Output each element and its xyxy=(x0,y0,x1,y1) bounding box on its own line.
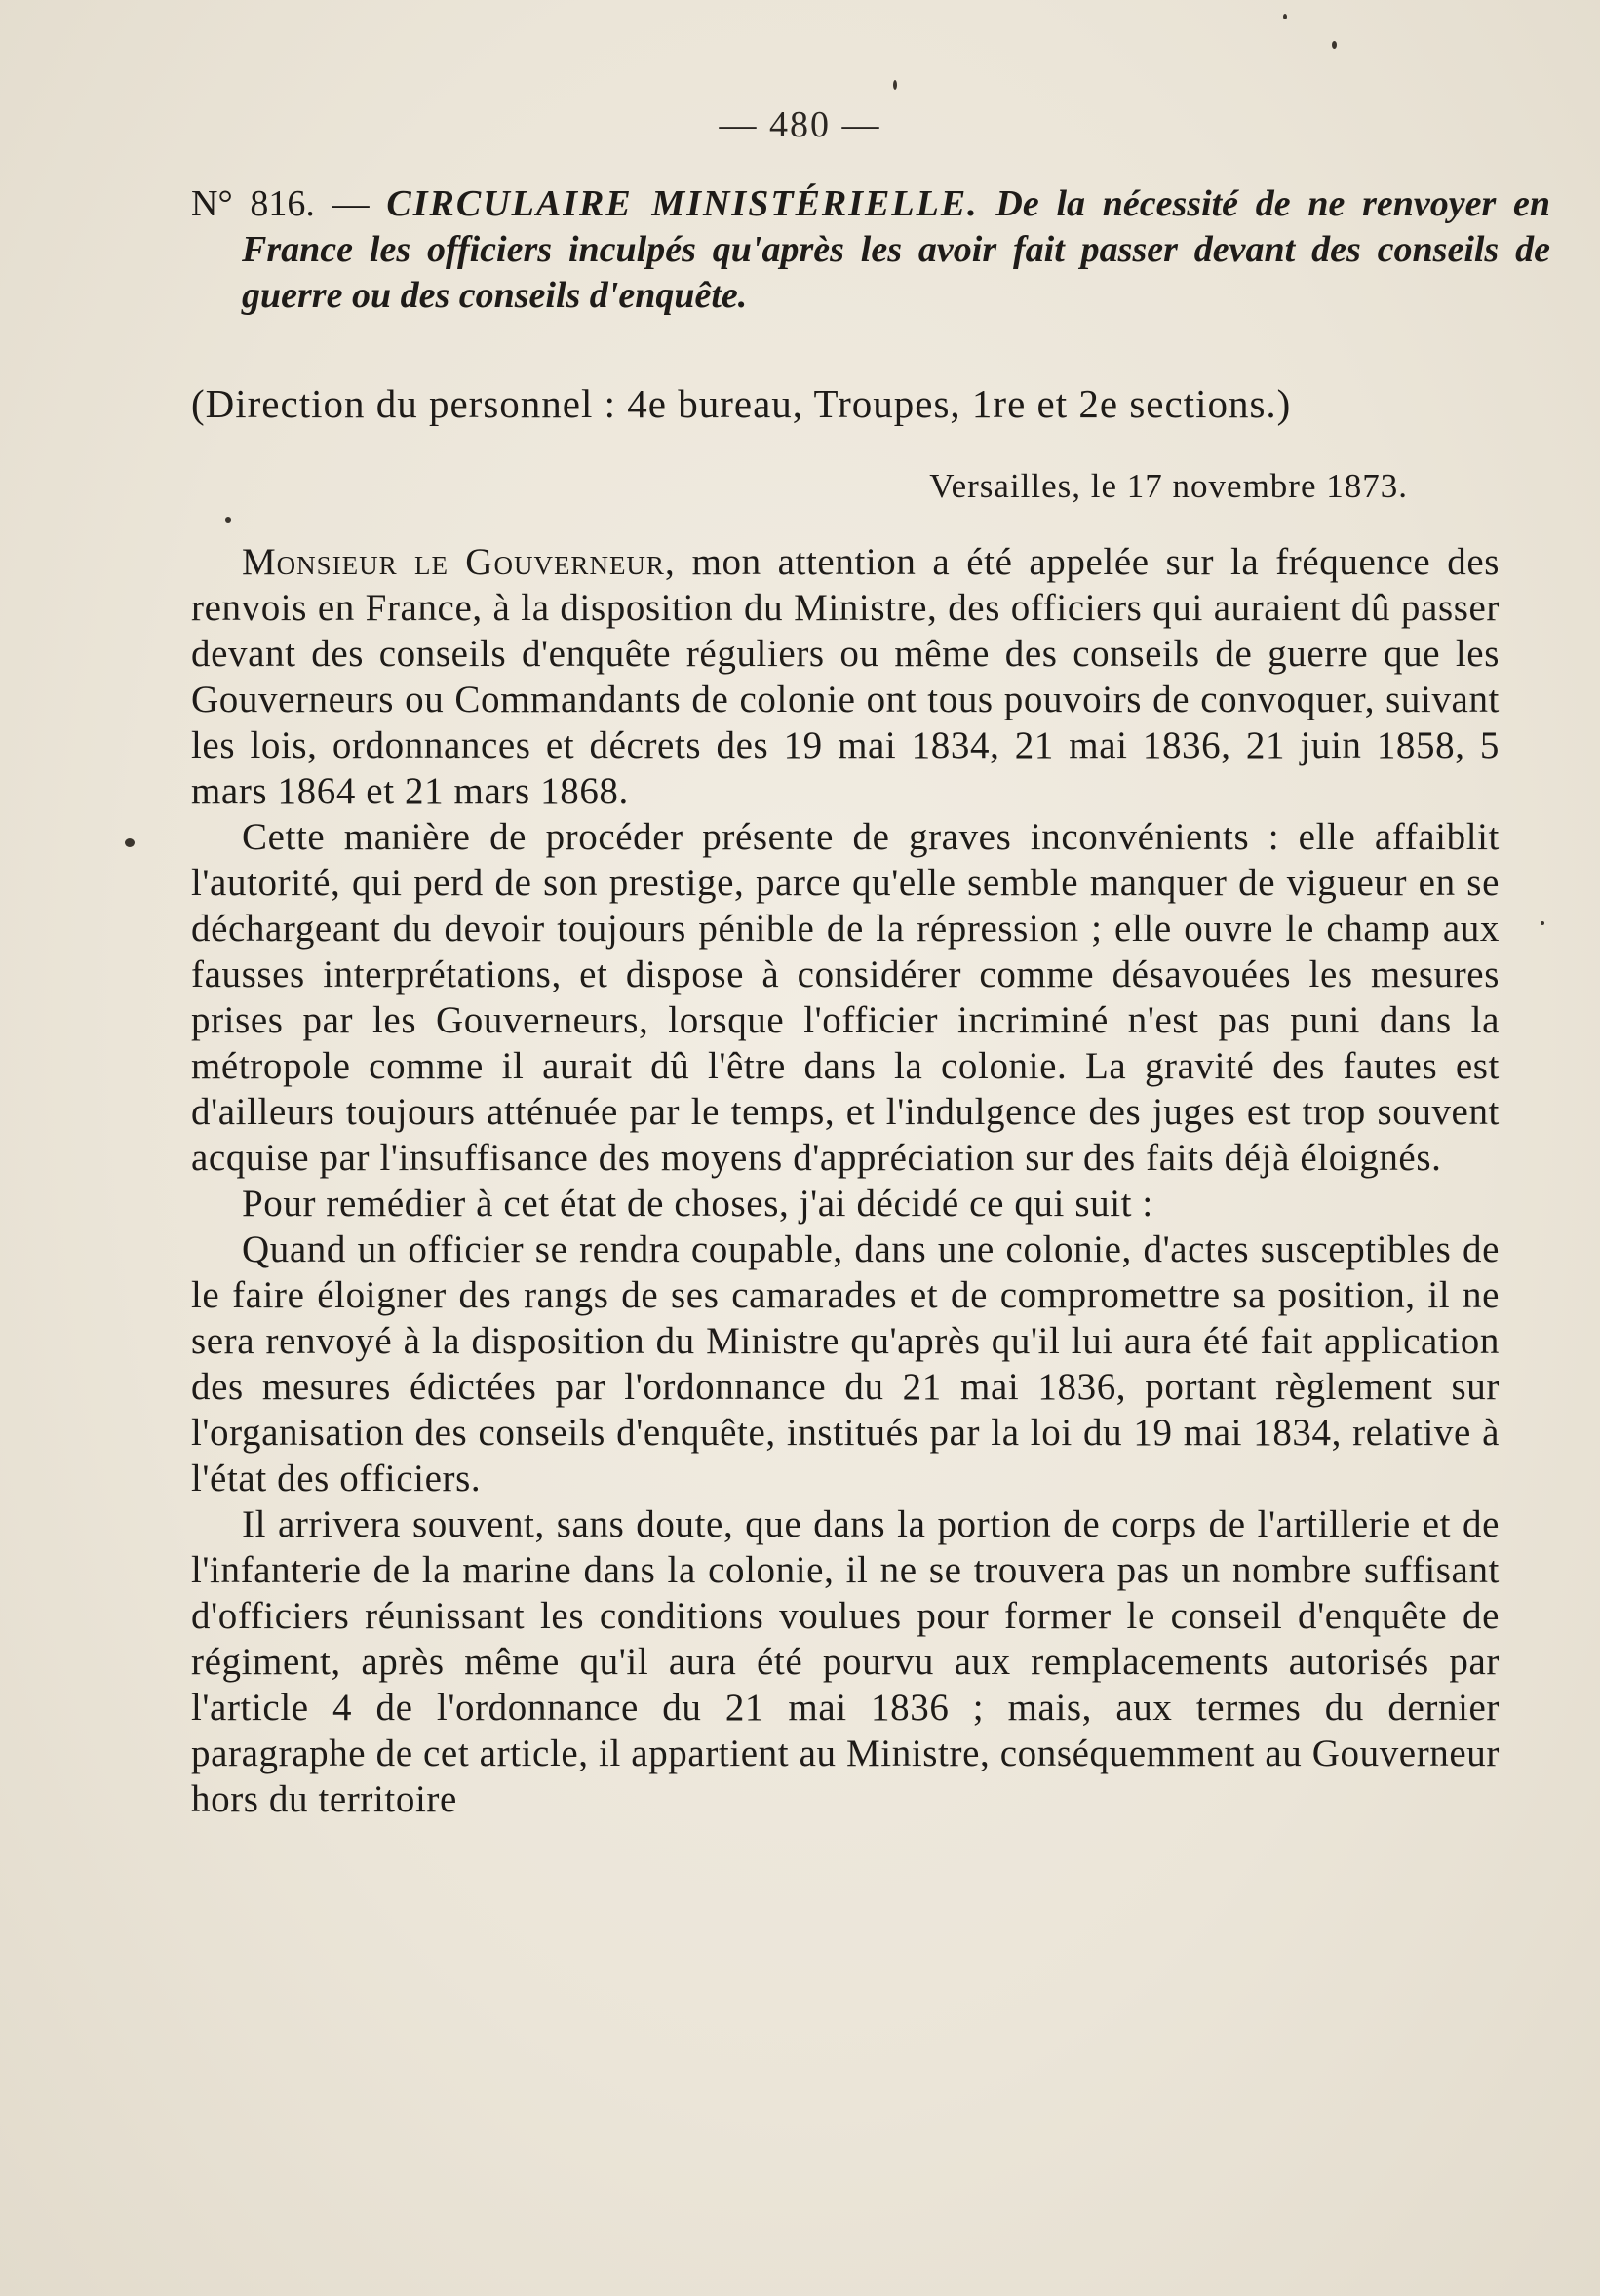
paragraph-4: Quand un officier se rendra coupable, dans une colonie, d'actes susceptibles de le faire éloigner des rangs de ses camarades et de compromettre sa position, il ne sera renvoyé à la disposition du Ministre qu'après qu'il lui aura été fait application des mesures édictées par l'ordonnance du 21 mai 1836, portant règlement sur l'organisation des conseils d'enquête, institués par la loi du 19 mai 1834, relative à l'état des officiers. xyxy=(191,1228,1500,1499)
print-speck xyxy=(1541,921,1544,925)
print-speck xyxy=(125,838,135,847)
circular-title: CIRCULAIRE MINISTÉRIELLE. xyxy=(386,183,979,224)
circular-separator: — xyxy=(332,183,370,224)
paragraph-1 xyxy=(191,539,1500,814)
paragraph-1-text: mon attention a été appelée sur la fréquence des renvois en France, à la disposition du Ministre, des officiers qui auraient dû passer devant des conseils d'enquête réguliers ou même des conseils de guerre que les Gouverneurs ou Commandants de colonie ont tous pouvoirs de convoquer, suivant les lois, ordonnances et décrets des 19 mai 1834, 21 mai 1836, 21 juin 1858, 5 mars 1864 et 21 mars 1868. xyxy=(191,541,1501,812)
circular-description: De la nécessité de ne renvoyer en France les officiers inculpés qu'après les avoir fait passer devant des conseils de guerre ou des conseils d'enquête. xyxy=(242,183,1551,316)
paragraph-2: Cette manière de procéder présente de graves inconvénients : elle affaiblit l'autorité, qui perd de son prestige, parce qu'elle semble manquer de vigueur en se déchargeant du devoir toujours pénible de la répression ; elle ouvre le champ aux fausses interprétations, et dispose à considérer comme désavouées les mesures prises par les Gouverneurs, lorsque l'officier incriminé n'est pas puni dans la métropole comme il aurait dû l'être dans la colonie. La gravité des fautes est d'ailleurs toujours atténuée par le temps, et l'indulgence des juges est trop souvent acquise par l'insuffisance des moyens d'appréciation sur des faits déjà éloignés. xyxy=(191,816,1500,1179)
paragraph-3: Pour remédier à cet état de choses, j'ai décidé ce qui suit : xyxy=(242,1183,1153,1225)
page-number: — 480 — xyxy=(719,104,881,145)
letter-body xyxy=(191,539,1500,1822)
print-speck xyxy=(893,80,897,90)
paragraph-5: Il arrivera souvent, sans doute, que dans la portion de corps de l'artillerie et de l'infanterie de la marine dans la colonie, il ne se trouvera pas un nombre suffisant d'officiers réunissant les conditions voulues pour former le conseil d'enquête de régiment, après même qu'il aura été pourvu aux remplacements autorisés par l'article 4 de l'ordonnance du 21 mai 1836 ; mais, aux termes du dernier paragraphe de cet article, il appartient au Ministre, conséquemment au Gouverneur hors du territoire xyxy=(191,1503,1500,1820)
direction-line: (Direction du personnel : 4e bureau, Troupes, 1re et 2e sections.) xyxy=(191,381,1292,426)
print-speck xyxy=(225,517,231,523)
dateline: Versailles, le 17 novembre 1873. xyxy=(929,467,1408,505)
circular-number: N° 816. xyxy=(191,183,315,224)
circular-heading xyxy=(191,181,1550,319)
print-speck xyxy=(1332,41,1337,49)
print-speck xyxy=(1283,14,1287,19)
salutation: Monsieur le Gouverneur, xyxy=(242,541,676,583)
